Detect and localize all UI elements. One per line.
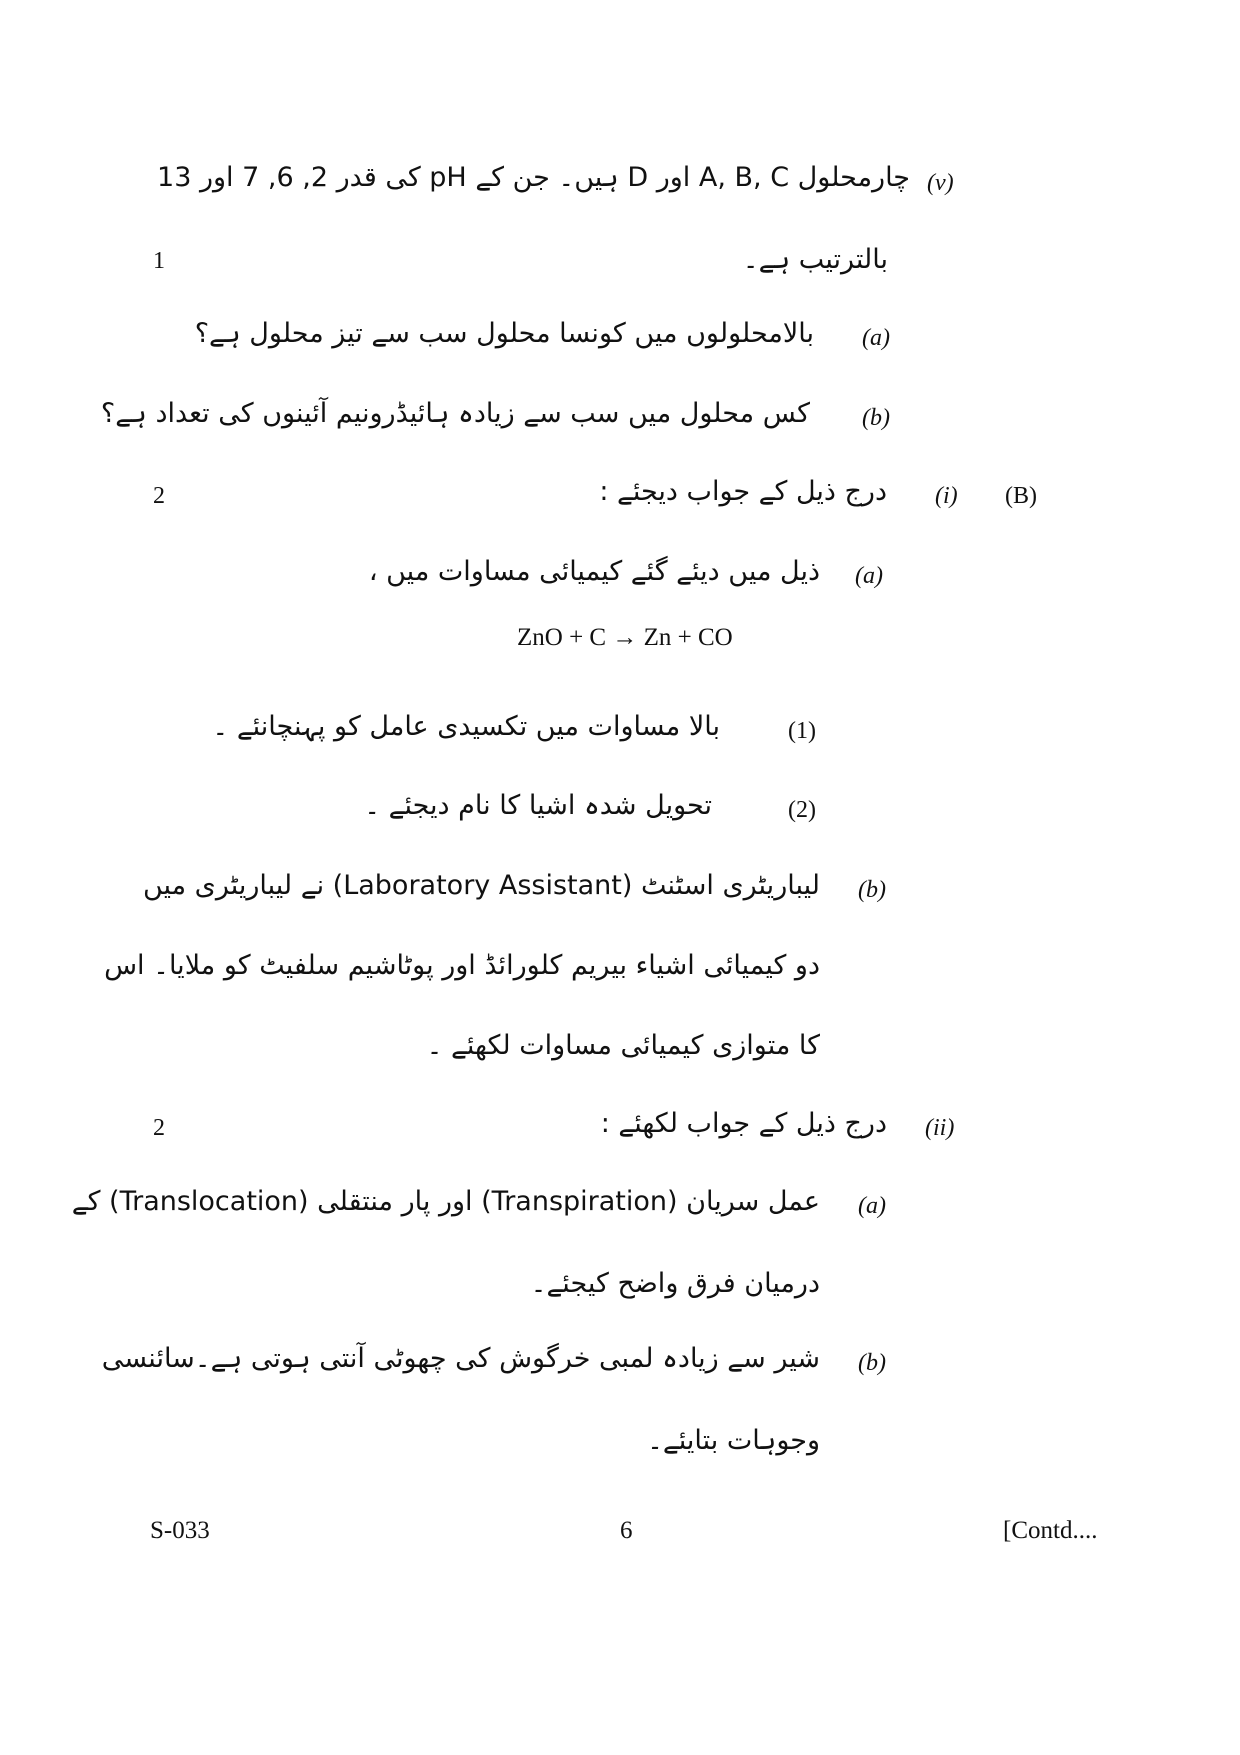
question-ii-a-label: (a) xyxy=(858,1193,886,1219)
section-B-label: (B) xyxy=(1005,483,1037,509)
question-ii-label: (ii) xyxy=(925,1115,955,1141)
question-v-label: (v) xyxy=(927,170,954,196)
question-i-a-text: ذیل میں دیئے گئے کیمیائی مساوات میں ، xyxy=(368,556,820,587)
question-v-marks: 1 xyxy=(153,248,165,274)
question-ii-a-line1: عمل سریان (Transpiration) اور پار منتقلی (Translocation) کے xyxy=(71,1186,820,1217)
question-i-b-line1: لیباریٹری اسٹنٹ (Laboratory Assistant) نے لیباریٹری میں xyxy=(142,870,820,901)
question-i-a-sub1-text: بالا مساوات میں تکسیدی عامل کو پہنچانئے ۔ xyxy=(212,711,720,742)
continued-note: [Contd.... xyxy=(1003,1517,1098,1544)
question-i-a-label: (a) xyxy=(855,563,883,589)
question-i-a-sub2-label: (2) xyxy=(788,797,816,823)
question-ii-text: درج ذیل کے جواب لکھئے : xyxy=(600,1108,887,1139)
question-i-text: درج ذیل کے جواب دیجئے : xyxy=(599,476,887,507)
page-number: 6 xyxy=(620,1517,633,1544)
question-ii-b-label: (b) xyxy=(858,1350,886,1376)
question-i-b-label: (b) xyxy=(858,877,886,903)
question-v-a-text: بالامحلولوں میں کونسا محلول سب سے تیز محلول ہے؟ xyxy=(194,318,814,349)
question-ii-a-line2: درمیان فرق واضح کیجئے۔ xyxy=(530,1268,820,1299)
question-v-b-text: کس محلول میں سب سے زیادہ ہائیڈرونیم آئینوں کی تعداد ہے؟ xyxy=(100,398,810,429)
question-v-line2: بالترتیب ہے۔ xyxy=(742,244,888,275)
question-v-b-label: (b) xyxy=(862,405,890,431)
question-ii-marks: 2 xyxy=(153,1115,165,1141)
question-i-label: (i) xyxy=(935,483,958,509)
question-i-b-line3: کا متوازی کیمیائی مساوات لکھئے ۔ xyxy=(426,1030,820,1061)
paper-code: S-033 xyxy=(150,1517,210,1544)
question-v-line1: چارمحلول A, B, C اور D ہیں۔ جن کے pH کی قدر 2, 6, 7 اور 13 xyxy=(157,162,910,193)
question-i-marks: 2 xyxy=(153,483,165,509)
question-i-b-line2: دو کیمیائی اشیاء بیریم کلورائڈ اور پوٹاشیم سلفیٹ کو ملایا۔ اس xyxy=(104,950,820,981)
question-i-a-sub2-text: تحویل شدہ اشیا کا نام دیجئے ۔ xyxy=(364,790,712,821)
question-v-a-label: (a) xyxy=(862,325,890,351)
question-i-a-sub1-label: (1) xyxy=(788,718,816,744)
question-ii-b-line1: شیر سے زیادہ لمبی خرگوش کی چھوٹی آنتی ہوتی ہے۔سائنسی xyxy=(101,1343,820,1374)
chemical-equation: ZnO + C → Zn + CO xyxy=(517,624,733,651)
question-ii-b-line2: وجوہات بتایئے۔ xyxy=(647,1425,820,1456)
